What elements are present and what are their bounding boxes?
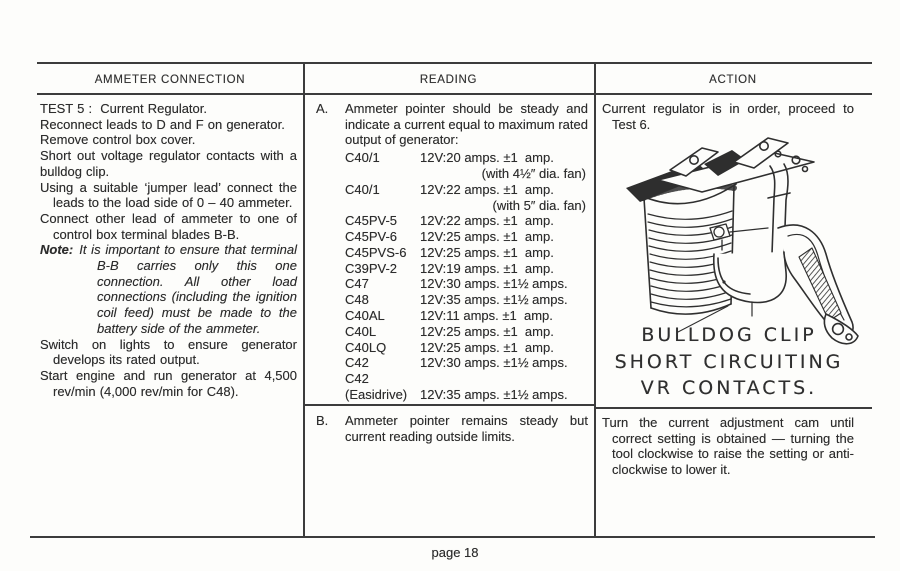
generator-model: C42 (345, 371, 369, 387)
test-title: TEST 5 : Current Regulator. (40, 101, 207, 116)
generator-model: C45PV-5 (345, 213, 398, 229)
reading-item-a (316, 101, 588, 403)
rating-value: 12V:25 amps. ±1 amp. (420, 244, 554, 260)
rating-row (345, 371, 588, 387)
column-divider-2 (594, 62, 596, 538)
connection-step: Switch on lights to ensure generator develops its rated output. (40, 336, 297, 368)
rating-row (345, 324, 588, 340)
reading-b-text: Ammeter pointer remains steady but current reading outside limits. (345, 413, 588, 444)
generator-model: C48 (345, 292, 369, 308)
action-section-divider (596, 407, 872, 409)
rating-value: 12V:22 amps. ±1 amp. (420, 213, 554, 229)
generator-model: (Easidrive) (345, 387, 408, 403)
generator-model: C39PV-2 (345, 260, 398, 276)
column-divider-1 (303, 62, 305, 538)
rating-row (345, 308, 588, 324)
generator-model: C40/1 (345, 181, 380, 197)
action-bottom (602, 415, 854, 478)
rating-value: 12V:25 amps. ±1 amp. (420, 229, 554, 245)
rating-note: (with 5″ dia. fan) (492, 197, 586, 213)
generator-model: C40L (345, 323, 377, 339)
rating-value: 12V:35 amps. ±1½ amps. (420, 292, 568, 308)
table-header-rule (37, 93, 872, 95)
rating-row (345, 150, 588, 166)
rating-value: 12V:35 amps. ±1½ amps. (420, 387, 568, 403)
rating-row (345, 292, 588, 308)
action-top-text: Current regulator is in order, proceed to Test 6. (602, 101, 854, 132)
bulldog-clip-illustration (618, 136, 870, 348)
action-top (602, 101, 854, 132)
rating-row (345, 245, 588, 261)
item-letter: B. (316, 413, 329, 428)
note-label: Note: (40, 242, 74, 258)
table-border-top (37, 62, 872, 64)
connection-step: Start engine and run generator at 4,500 rev/min (4,000 rev/min for C48). (40, 367, 297, 399)
generator-model: C45PV-6 (345, 229, 398, 245)
caption-line: SHORT CIRCUITING (614, 350, 844, 373)
rating-row (345, 182, 588, 198)
rating-value: 12V:19 amps. ±1 amp. (420, 260, 554, 276)
generator-model: C47 (345, 276, 369, 292)
rating-value (420, 371, 588, 387)
ammeter-connection-column (40, 101, 297, 399)
connection-step: Using a suitable ‘jumper lead’ connect the leads to the load side of 0 – 40 ammeter. (40, 179, 297, 211)
generator-model: C45PVS-6 (345, 244, 407, 260)
rating-value: 12V:30 amps. ±1½ amps. (420, 276, 568, 292)
rating-value: 12V:22 amps. ±1 amp. (420, 181, 554, 197)
item-letter: A. (316, 101, 329, 116)
rating-row (345, 355, 588, 371)
generator-model: C42 (345, 355, 369, 371)
header-ammeter-connection: AMMETER CONNECTION (94, 74, 246, 86)
generator-model: C40AL (345, 308, 385, 324)
connection-step: Short out voltage regulator contacts with a bulldog clip. (40, 148, 297, 179)
connection-step: Reconnect leads to D and F on generator. (40, 116, 285, 132)
header-action: ACTION (709, 74, 757, 86)
regulator-contacts (710, 224, 768, 250)
connection-note (40, 242, 297, 336)
rating-note: (with 4½″ dia. fan) (481, 165, 586, 181)
rating-value: 12V:11 amps. ±1 amp. (420, 308, 553, 324)
illustration-caption (600, 322, 858, 402)
reading-a-text: Ammeter pointer should be steady and indicate a current equal to maximum rated output of generator: (345, 101, 588, 148)
connection-step: Remove control box cover. (40, 132, 196, 148)
header-reading: READING (419, 74, 478, 86)
reading-b-paragraph (316, 413, 588, 444)
generator-ratings-list (345, 150, 588, 403)
rating-row (345, 276, 588, 292)
reading-a-paragraph (316, 101, 588, 148)
rating-value: 12V:25 amps. ±1 amp. (420, 339, 554, 355)
connection-step: Connect other lead of ammeter to one of control box terminal blades B-B. (40, 210, 297, 242)
caption-line: BULLDOG CLIP (641, 324, 817, 346)
note-text: It is important to ensure that terminal B-B carries only this one connection. All other load connections (including the ignition coil feed) must be made to the battery side of the ammeter. (79, 242, 297, 336)
rating-row (345, 261, 588, 277)
reading-item-b (316, 413, 588, 444)
generator-model: C40LQ (345, 339, 387, 355)
rating-value: 12V:25 amps. ±1 amp. (420, 323, 554, 339)
caption-line: VR CONTACTS. (640, 377, 818, 399)
rating-value: 12V:30 amps. ±1½ amps. (420, 355, 568, 371)
rating-row (345, 387, 588, 403)
rating-value: 12V:20 amps. ±1 amp. (420, 150, 554, 166)
reading-section-divider (305, 404, 594, 406)
action-bottom-text: Turn the current adjustment cam until correct setting is obtained — turning the tool clockwise to raise the setting or anti-clockwise to lower it. (602, 415, 854, 478)
rating-row (345, 340, 588, 356)
table-border-bottom (30, 536, 875, 538)
generator-model: C40/1 (345, 150, 380, 166)
page-number: page 18 (431, 545, 479, 560)
rating-row (345, 229, 588, 245)
rating-row (345, 213, 588, 229)
